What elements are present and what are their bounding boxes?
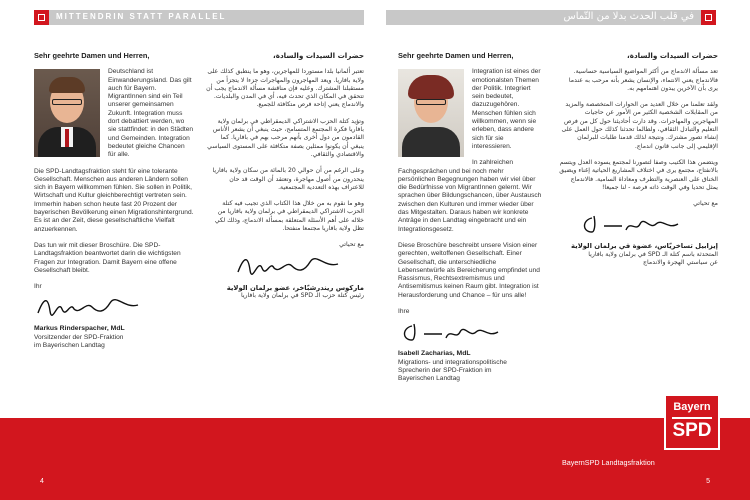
signatory-role: عن سياستي الهجرة والاندماج: [643, 259, 718, 267]
greeting: Sehr geehrte Damen und Herren,: [34, 51, 150, 60]
paragraph: ويتضمن هذا الكتيب وصفا لتصورنا لمجتمع يسوده العدل ويتسم بالانفتاح، مجتمع يرى في اختلاف المشاريع الحياتية إغناء ويضيق الخناق على العنصرية والتطرف ومعاداة السامية. فالاندماج يمثل تحديا وفي الوقت ذاته فرصة - لنا جميعا!: [559, 158, 718, 191]
closing: Ihre: [398, 308, 410, 316]
paragraph: تعد مسألة الاندماج من أكثر المواضيع السياسية حساسية. فالاندماج يعني الانتماء، والإنسان يشعر بأنه مرحب به عندما يرى بأن الآخرين يبدون اهتمامهم به.: [568, 68, 718, 92]
signatory-role: Vorsitzender der SPD-Fraktion: [34, 333, 124, 341]
signatory-role: المتحدثة باسم كتلة الـ SPD في برلمان ولاية بافاريا: [588, 250, 718, 258]
paragraph: ولقد تعلمنا من خلال العديد من الحوارات المتخصصة والمزيد من المقابلات الشخصية الكثير من الأمور عن حاجيات المهاجرين والمهاجرات. وقد دارت أحاديثنا حول كل من فرص التعليم والتبادل الثقافي، ولطالما تحدثنا كذلك حول العمل على إنشاء تصور مشترك. ونتيجة لذلك قدمنا طلبات للبرلمان الإقليمي إلى جانب قانون اندماج.: [561, 101, 718, 150]
letter-column-1: [34, 52, 194, 350]
portrait-photo-rinderspacher: [34, 69, 100, 157]
signatory-role: Bayerischen Landtag: [398, 375, 460, 383]
closing: Ihr: [34, 283, 42, 291]
signature-image: [398, 320, 542, 342]
closing: مع تحياتي: [339, 241, 364, 249]
portrait-photo-zacharias: [398, 69, 464, 157]
paragraph: وعلى الرغم من أن حوالي 20 بالمائة من سكان ولاية بافاريا ينحدرون من أصول مهاجرة، وتعتقد أن الوقت قد حان للاعتراف بهذه التعددية المجتمعية.: [212, 167, 364, 191]
letter-column-4: [558, 52, 718, 267]
logo-line-1: Bayern: [673, 401, 711, 413]
signature-image: [206, 254, 364, 276]
signatory-name: Markus Rinderspacher, MdL: [34, 325, 125, 333]
paragraph: Das tun wir mit dieser Broschüre. Die SPD-Landtagsfraktion beantwortet darin die wichtigsten Fragen zur Integration. Damit Bayern eine offene Gesellschaft bleibt.: [34, 241, 181, 274]
footer-band: [0, 418, 750, 500]
signatory-role: Migrations- und integrationspolitische: [398, 358, 507, 366]
header-title-right: في قلب الحدث بدلا من التّماس: [563, 11, 694, 22]
page-number-right: 5: [706, 478, 710, 485]
letter-column-2: [206, 52, 364, 300]
paragraph: Diese Broschüre beschreibt unsere Vision einer gerechten, weltoffenen Gesellschaft. Einer Gesellschaft, die unterschiedliche Lebensentwürfe als Bereicherung empfindet und Rassismus, Rechtsextremismus und Antisemitismus keinen Raum gibt. Integration ist Herausforderung und Chance – für uns alle!: [398, 241, 540, 299]
paragraph: Integration ist eines der emotionalsten Themen der Politik. Integriert sein bedeutet, dazuzugehören. Menschen fühlen sich willkommen, wenn sie erleben, dass andere sich für sie interessieren.: [472, 68, 541, 150]
bayernspd-logo: [664, 394, 720, 450]
header-title-left: MITTENDRIN STATT PARALLEL: [56, 12, 227, 21]
signatory-name: Isabell Zacharias, MdL: [398, 350, 471, 358]
page-number-left: 4: [40, 478, 44, 485]
top-header: [0, 8, 750, 28]
greeting: حضرات السيدات والسادة،: [273, 51, 364, 60]
closing: مع تحياتي: [693, 200, 718, 208]
header-square-icon: [34, 10, 49, 25]
footer-brand-text: BayernSPD Landtagsfraktion: [562, 458, 655, 467]
signatory-role: im Bayerischen Landtag: [34, 342, 105, 350]
greeting: حضرات السيدات والسادة،: [627, 51, 718, 60]
greeting: Sehr geehrte Damen und Herren,: [398, 51, 514, 60]
header-square-icon: [701, 10, 716, 25]
paragraph: وهو ما نقوم به من خلال هذا الكتاب الذي تجيب فيه كتلة الحزب الاشتراكي الديمقراطي في برلمان ولاية بافاريا من خلاله على أهم الأسئلة المتعلقة بمسألة الاندماج، وذلك لكي تظل ولاية بافاريا مجتمعا منفتحا.: [214, 200, 364, 233]
paragraph: تعتبر ألمانيا بلدا مستوردا للمهاجرين، وهو ما ينطبق كذلك على ولاية بافاريا. ويعد المهاجرون والمهاجرات جزءا لا يتجزأ من مستقبلنا المشترك. وعليه فإن مناقشة مسألة الاندماج يجب أن تتحقق في المكان الذي تحدث فيه، أي في المدن والبلديات. والاندماج يعني إتاحة فرص متكافئة للجميع.: [206, 68, 364, 109]
signatory-name: ماركوس ريندرشبّاخر، عضو برلمان الولاية: [226, 283, 364, 292]
logo-line-2: SPD: [672, 420, 712, 441]
paragraph: In zahlreichen Fachgesprächen und bei noch mehr persönlichen Begegnungen haben wir viel über die Bedürfnisse von MigrantInnen gelernt. Wir sprachen über Bildungschancen, über Austausch zwischen den Kulturen und immer wieder über das Mitgestalten. Daraus haben wir konkrete Anträge in den Landtag eingebracht und ein Integrationsgesetz.: [398, 159, 542, 233]
paragraph: Deutschland ist Einwanderungsland. Das gilt auch für Bayern. MigrantInnen sind ein Teil unserer gemeinsamen Zukunft. Integration muss dort debattiert werden, wo sie stattfindet: in den Städten und Gemeinden. Integration bedeutet gleiche Chancen für alle.: [108, 68, 194, 159]
signature-image: [34, 295, 194, 317]
signature-image: [558, 212, 718, 234]
header-bar-right: [386, 10, 716, 25]
letter-column-3: [398, 52, 542, 384]
header-bar-left: [34, 10, 364, 25]
paragraph: Die SPD-Landtagsfraktion steht für eine tolerante Gesellschaft. Menschen aus anderen Ländern sollen sich in Bayern willkommen fühlen. Sie sollen in Politik, Wirtschaft und Kultur gleichberechtigt vertreten sein. Immerhin haben schon heute fast 20 Prozent der bayerischen Bevölkerung einen Migrationshintergrund. Es ist an der Zeit, diese gesellschaftliche Vielfalt anzuerkennen.: [34, 167, 194, 233]
signatory-role: رئيس كتلة حزب الـ SPD في برلمان ولاية بافاريا: [240, 291, 364, 299]
paragraph: وتؤيد كتلة الحزب الاشتراكي الديمقراطي في برلمان ولاية بافاريا فكرة المجتمع المتسامح، حيث ينبغي أن يشعر الأناس القادمون من دول أخرى بأنهم مرحب بهم في بافاريا. كما ينبغي أن يكونوا ممثلين بصفة متكافئة على المستوى السياسي والاقتصادي والثقافي.: [207, 117, 364, 158]
signatory-name: إيزابيل تساخريّاس، عضوة في برلمان الولاية: [571, 242, 718, 251]
signatory-role: Sprecherin der SPD-Fraktion im: [398, 366, 492, 374]
